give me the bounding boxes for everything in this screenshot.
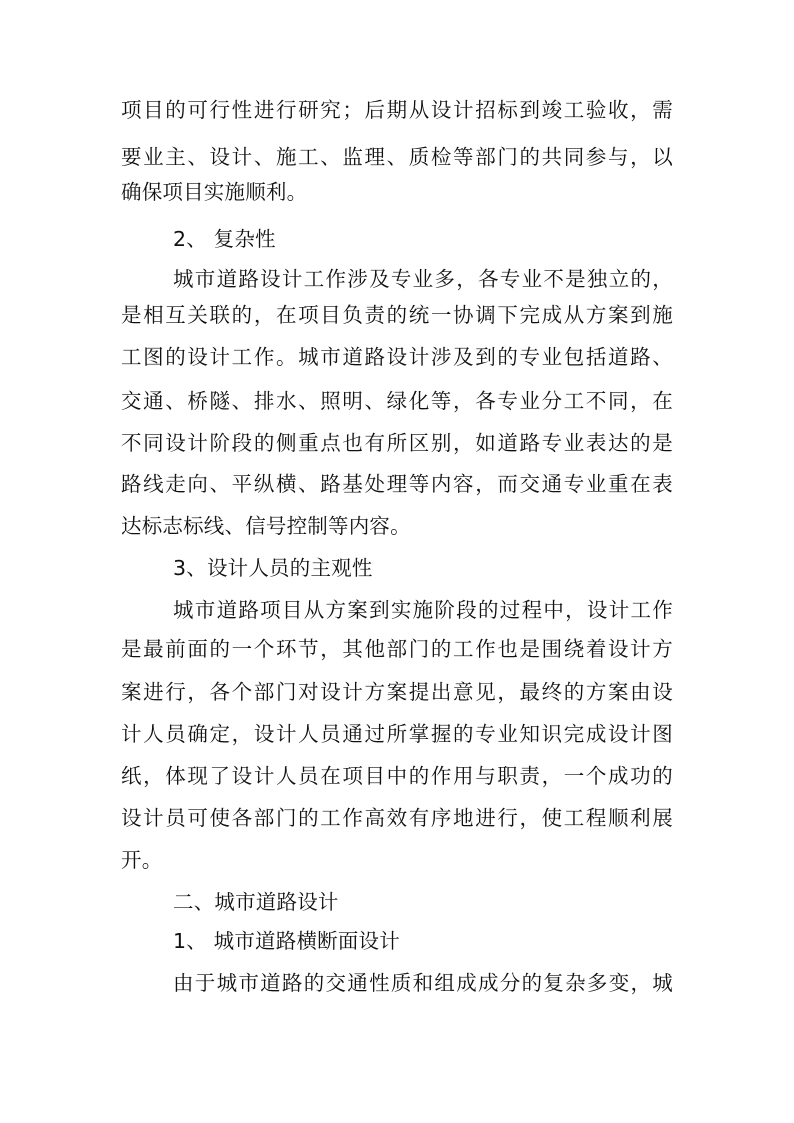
paragraph-line: 计人员确定，设计人员通过所掌握的专业知识完成设计图 (121, 722, 673, 746)
paragraph-line: 不同设计阶段的侧重点也有所区别，如道路专业表达的是 (121, 431, 673, 455)
paragraph-line: 交通、桥隧、排水、照明、绿化等，各专业分工不同，在 (121, 389, 673, 413)
paragraph-line: 由于城市道路的交通性质和组成成分的复杂多变，城 (173, 971, 673, 995)
section-heading: 2、 复杂性 (173, 227, 276, 251)
paragraph-line: 城市道路项目从方案到实施阶段的过程中，设计工作 (173, 598, 673, 622)
paragraph-line: 是相互关联的，在项目负责的统一协调下完成从方案到施 (121, 303, 673, 327)
paragraph-line: 要业主、设计、施工、监理、质检等部门的共同参与，以 (121, 145, 673, 169)
paragraph-line: 项目的可行性进行研究；后期从设计招标到竣工验收，需 (121, 98, 673, 122)
paragraph-line: 确保项目实施顺利。 (121, 180, 308, 204)
paragraph-line: 纸，体现了设计人员在项目中的作用与职责，一个成功的 (121, 764, 673, 788)
paragraph-line: 路线走向、平纵横、路基处理等内容，而交通专业重在表 (121, 472, 673, 496)
paragraph-line: 开。 (121, 848, 163, 872)
paragraph-line: 案进行，各个部门对设计方案提出意见，最终的方案由设 (121, 680, 673, 704)
paragraph-line: 工图的设计工作。城市道路设计涉及到的专业包括道路、 (121, 345, 673, 369)
subsection-heading: 1、 城市道路横断面设计 (173, 929, 400, 953)
section-heading: 3、设计人员的主观性 (173, 556, 373, 580)
paragraph-line: 城市道路设计工作涉及专业多，各专业不是独立的， (173, 267, 673, 291)
section-heading: 二、城市道路设计 (173, 890, 339, 914)
paragraph-line: 是最前面的一个环节，其他部门的工作也是围绕着设计方 (121, 637, 673, 661)
paragraph-line: 设计员可使各部门的工作高效有序地进行，使工程顺利展 (121, 806, 673, 830)
paragraph-line: 达标志标线、信号控制等内容。 (121, 514, 411, 538)
